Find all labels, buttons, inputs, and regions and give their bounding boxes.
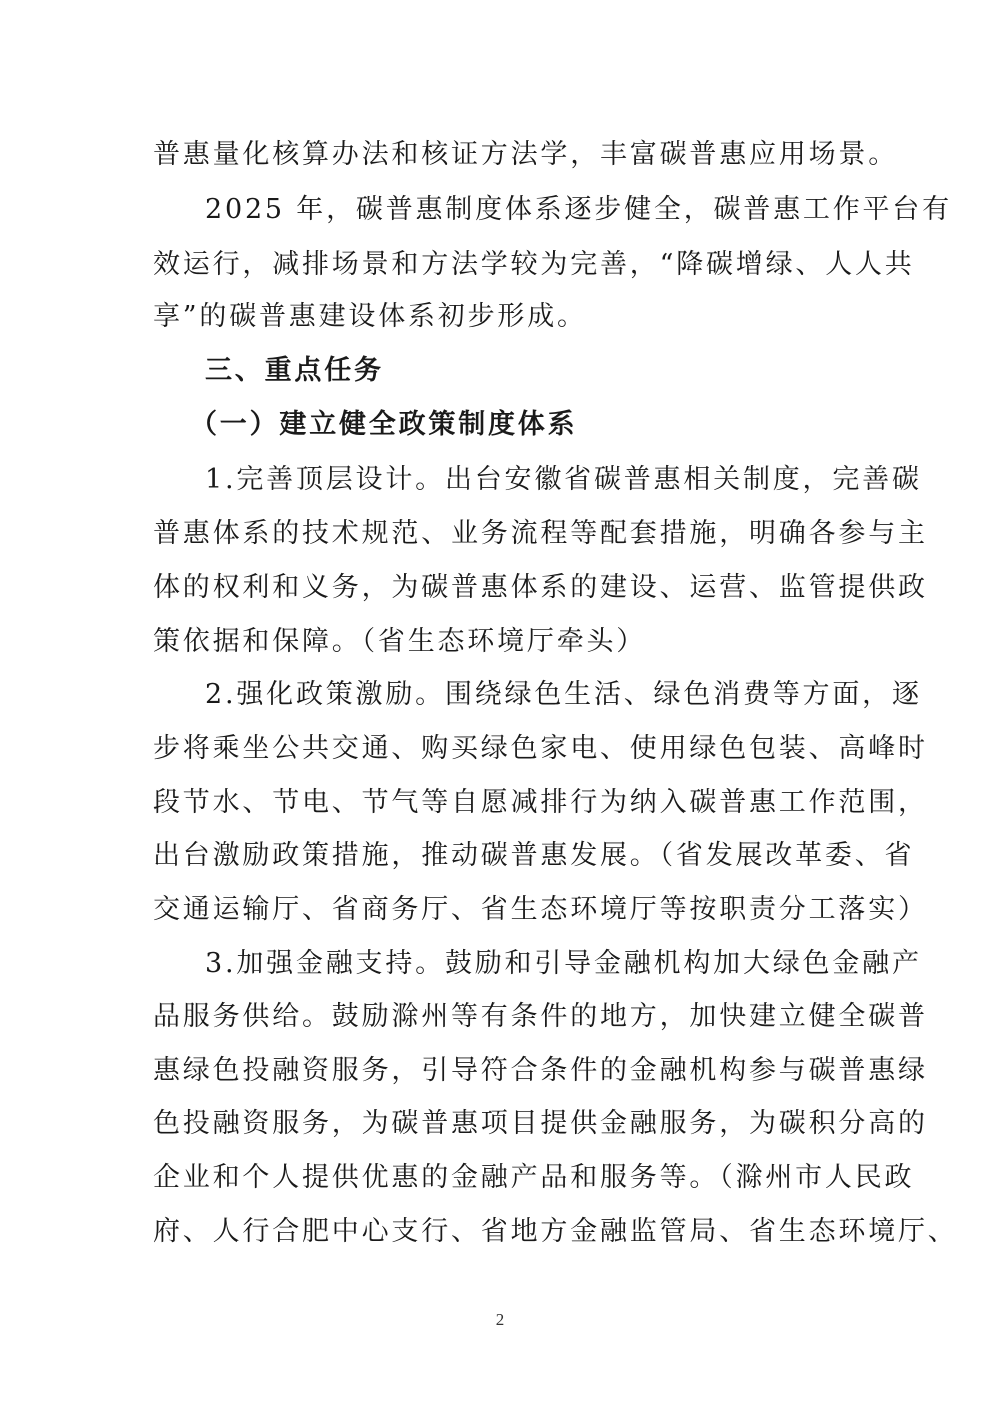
body-line-11: 2.强化政策激励。围绕绿色生活、绿色消费等方面，逐 (205, 679, 922, 710)
body-line-16: 3.加强金融支持。鼓励和引导金融机构加大绿色金融产 (205, 948, 922, 979)
body-line-13: 段节水、节电、节气等自愿减排行为纳入碳普惠工作范围， (153, 787, 928, 818)
body-line-15: 交通运输厅、省商务厅、省生态环境厅等按职责分工落实） (153, 894, 928, 925)
body-line-17: 品服务供给。鼓励滁州等有条件的地方，加快建立健全碳普 (153, 1001, 928, 1032)
subsection-heading: （一）建立健全政策制度体系 (190, 409, 578, 440)
body-line-20: 企业和个人提供优惠的金融产品和服务等。（滁州市人民政 (153, 1162, 915, 1193)
section-heading: 三、重点任务 (205, 355, 384, 386)
page-number: 2 (495, 1310, 505, 1329)
body-line-9: 体的权利和义务，为碳普惠体系的建设、运营、监管提供政 (153, 572, 928, 603)
body-line-3: 效运行，减排场景和方法学较为完善，“降碳增绿、人人共 (153, 249, 915, 280)
body-line-21: 府、人行合肥中心支行、省地方金融监管局、省生态环境厅、 (153, 1216, 958, 1247)
body-line-7: 1.完善顶层设计。出台安徽省碳普惠相关制度，完善碳 (205, 464, 922, 495)
body-line-18: 惠绿色投融资服务，引导符合条件的金融机构参与碳普惠绿 (153, 1055, 928, 1086)
body-line-4: 享”的碳普惠建设体系初步形成。 (153, 301, 587, 332)
body-line-2: 2025 年，碳普惠制度体系逐步健全，碳普惠工作平台有 (205, 194, 952, 225)
body-line-19: 色投融资服务，为碳普惠项目提供金融服务，为碳积分高的 (153, 1108, 928, 1139)
body-line-1: 普惠量化核算办法和核证方法学，丰富碳普惠应用场景。 (153, 139, 898, 170)
body-line-10: 策依据和保障。（省生态环境厅牵头） (153, 626, 647, 657)
body-line-8: 普惠体系的技术规范、业务流程等配套措施，明确各参与主 (153, 518, 928, 549)
body-line-14: 出台激励政策措施，推动碳普惠发展。（省发展改革委、省 (153, 840, 915, 871)
body-line-12: 步将乘坐公共交通、购买绿色家电、使用绿色包装、高峰时 (153, 733, 928, 764)
